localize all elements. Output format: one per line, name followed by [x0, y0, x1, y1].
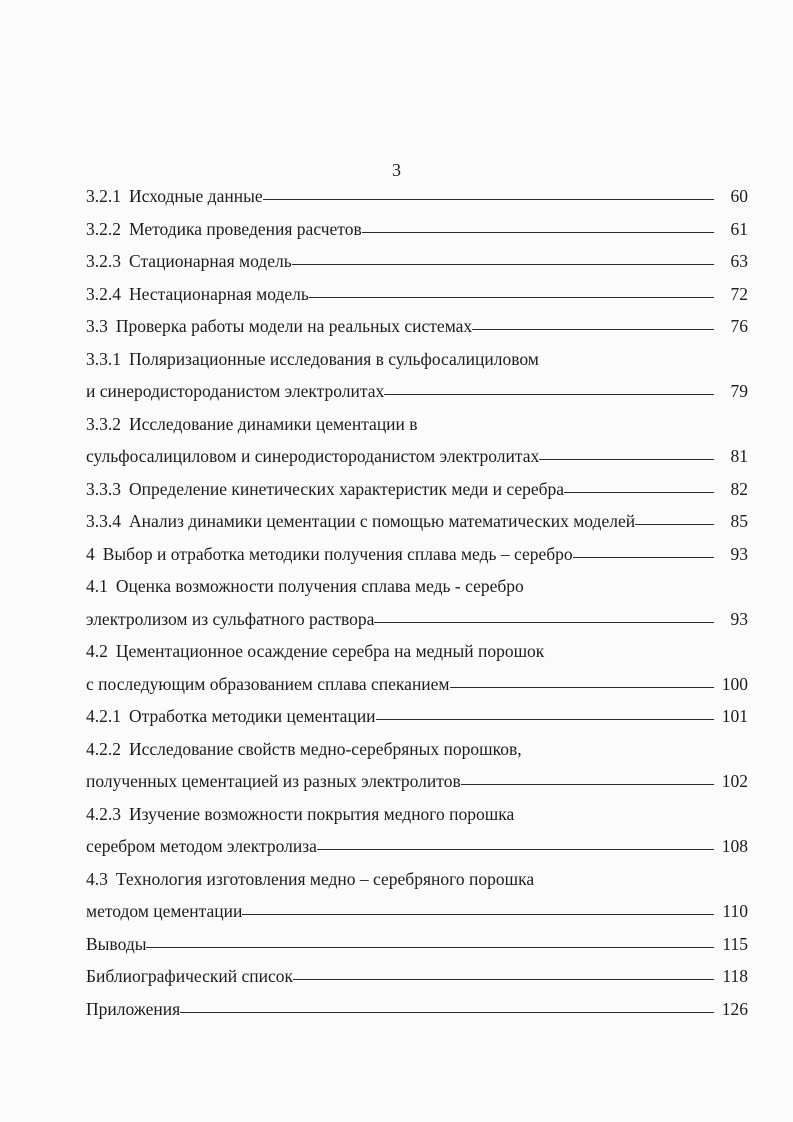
toc-entry-number: 4.2.2: [86, 738, 121, 759]
toc-entry-title: Исследование динамики цементации в: [129, 413, 418, 434]
toc-leader-line: [180, 1012, 714, 1013]
toc-leader-line: [374, 622, 714, 623]
toc-page-number: 126: [721, 998, 748, 1019]
toc-page-number: 115: [722, 933, 748, 954]
toc-page-number: 101: [721, 706, 748, 726]
toc-entry-title: Исходные данные: [129, 186, 263, 206]
toc-page-number: 81: [730, 446, 748, 466]
toc-entry-number: 3.2.3: [86, 251, 121, 271]
toc-entry-title: Нестационарная модель: [129, 283, 309, 304]
toc-leader-line: [376, 719, 714, 720]
toc-entry-title: Исследование свойств медно-серебряных порошков,: [129, 738, 522, 759]
toc-page-number: 76: [730, 316, 748, 336]
toc-entry-title: полученных цементацией из разных электролитов: [86, 771, 461, 791]
toc-entry-line: [86, 343, 748, 376]
toc-leader-line: [539, 459, 714, 460]
toc-leader-line: [263, 199, 714, 200]
toc-leader-line: [309, 297, 714, 298]
toc-entry-title: Библиографический список: [86, 966, 294, 986]
toc-entry-line: [86, 928, 748, 961]
toc-entry-title: Выводы: [86, 933, 147, 954]
toc-entry-line: [86, 960, 748, 993]
toc-page-number: 118: [722, 966, 748, 986]
toc-leader-line: [573, 557, 714, 558]
toc-entry-number: 3.2.1: [86, 186, 121, 206]
toc-entry-title: Методика проведения расчетов: [129, 218, 362, 239]
toc-entry-line: [86, 765, 748, 798]
page-number: 3: [392, 160, 401, 180]
toc-entry-title: электролизом из сульфатного раствора: [86, 608, 375, 629]
toc-leader-line: [450, 687, 714, 688]
toc-leader-line: [635, 524, 714, 525]
toc-entry-title: Анализ динамики цементации с помощью математических моделей: [129, 511, 636, 531]
toc-leader-line: [384, 394, 714, 395]
toc-entry-title: Изучение возможности покрытия медного порошка: [129, 803, 515, 824]
toc-entry-number: 4.3: [86, 868, 108, 889]
toc-entry-line: [86, 603, 748, 636]
toc-entry-title: Выбор и отработка методики получения сплава медь – серебро: [102, 543, 573, 564]
toc-entry-line: [86, 505, 748, 538]
toc-entry-title: с последующим образованием сплава спеканием: [86, 673, 450, 694]
toc-entry-number: 3.3: [86, 316, 108, 336]
toc-page-number: 108: [721, 836, 748, 856]
toc-leader-line: [146, 947, 714, 948]
toc-entry-number: 4: [86, 543, 95, 564]
toc-page-number: 72: [730, 283, 748, 304]
toc-entry-line: [86, 733, 748, 766]
toc-entry-number: 3.3.3: [86, 478, 121, 499]
toc-page-number: 79: [730, 381, 748, 401]
toc-leader-line: [461, 784, 714, 785]
toc-entry-number: 4.1: [86, 576, 108, 596]
toc-entry-title: Определение кинетических характеристик меди и серебра: [129, 478, 565, 499]
toc-entry-line: [86, 863, 748, 896]
toc-entry-line: [86, 570, 748, 603]
toc-page-number: 93: [730, 543, 748, 564]
toc-entry-line: [86, 700, 748, 733]
toc-entry-title: Отработка методики цементации: [129, 706, 376, 726]
toc-entry-line: [86, 245, 748, 278]
toc-leader-line: [292, 264, 714, 265]
toc-entry-line: [86, 668, 748, 701]
toc-entry-title: Оценка возможности получения сплава медь - серебро: [115, 576, 524, 596]
toc-leader-line: [564, 492, 714, 493]
table-of-contents: [86, 180, 748, 1025]
toc-page-number: 102: [721, 771, 748, 791]
toc-entry-number: 4.2.3: [86, 803, 121, 824]
toc-page-number: 60: [730, 186, 748, 206]
toc-entry-line: [86, 408, 748, 441]
toc-entry-title: Поляризационные исследования в сульфосалициловом: [129, 348, 539, 369]
toc-page-number: 85: [730, 511, 748, 531]
toc-entry-line: [86, 375, 748, 408]
toc-entry-title: Проверка работы модели на реальных системах: [115, 316, 473, 336]
toc-entry-number: 4.2: [86, 641, 108, 661]
toc-page-number: 93: [730, 608, 748, 629]
toc-entry-number: 3.3.4: [86, 511, 121, 531]
toc-entry-line: [86, 440, 748, 473]
toc-entry-number: 3.2.2: [86, 218, 121, 239]
toc-leader-line: [293, 979, 714, 980]
toc-leader-line: [362, 232, 714, 233]
toc-entry-title: Цементационное осаждение серебра на медный порошок: [115, 641, 545, 661]
toc-leader-line: [242, 914, 714, 915]
toc-entry-line: [86, 538, 748, 571]
toc-entry-title: и синеродистороданистом электролитах: [86, 381, 385, 401]
toc-entry-number: 3.3.2: [86, 413, 121, 434]
toc-entry-line: [86, 278, 748, 311]
toc-entry-number: 3.2.4: [86, 283, 121, 304]
toc-page-number: 100: [721, 673, 748, 694]
toc-entry-title: серебром методом электролиза: [86, 836, 317, 856]
toc-entry-line: [86, 473, 748, 506]
toc-entry-title: сульфосалициловом и синеродистороданистом электролитах: [86, 446, 540, 466]
toc-entry-number: 3.3.1: [86, 348, 121, 369]
toc-entry-line: [86, 180, 748, 213]
toc-entry-title: методом цементации: [86, 901, 243, 921]
toc-entry-line: [86, 310, 748, 343]
toc-entry-line: [86, 993, 748, 1026]
toc-entry-line: [86, 213, 748, 246]
toc-entry-line: [86, 895, 748, 928]
toc-entry-title: Стационарная модель: [129, 251, 292, 271]
toc-entry-line: [86, 635, 748, 668]
toc-page-number: 82: [730, 478, 748, 499]
toc-page-number: 110: [722, 901, 748, 921]
toc-entry-line: [86, 830, 748, 863]
toc-leader-line: [317, 849, 714, 850]
toc-entry-line: [86, 798, 748, 831]
toc-entry-title: Приложения: [86, 998, 181, 1019]
toc-leader-line: [472, 329, 714, 330]
toc-entry-number: 4.2.1: [86, 706, 121, 726]
toc-entry-title: Технология изготовления медно – серебряного порошка: [115, 868, 535, 889]
toc-page-number: 63: [730, 251, 748, 271]
toc-page-number: 61: [730, 218, 748, 239]
